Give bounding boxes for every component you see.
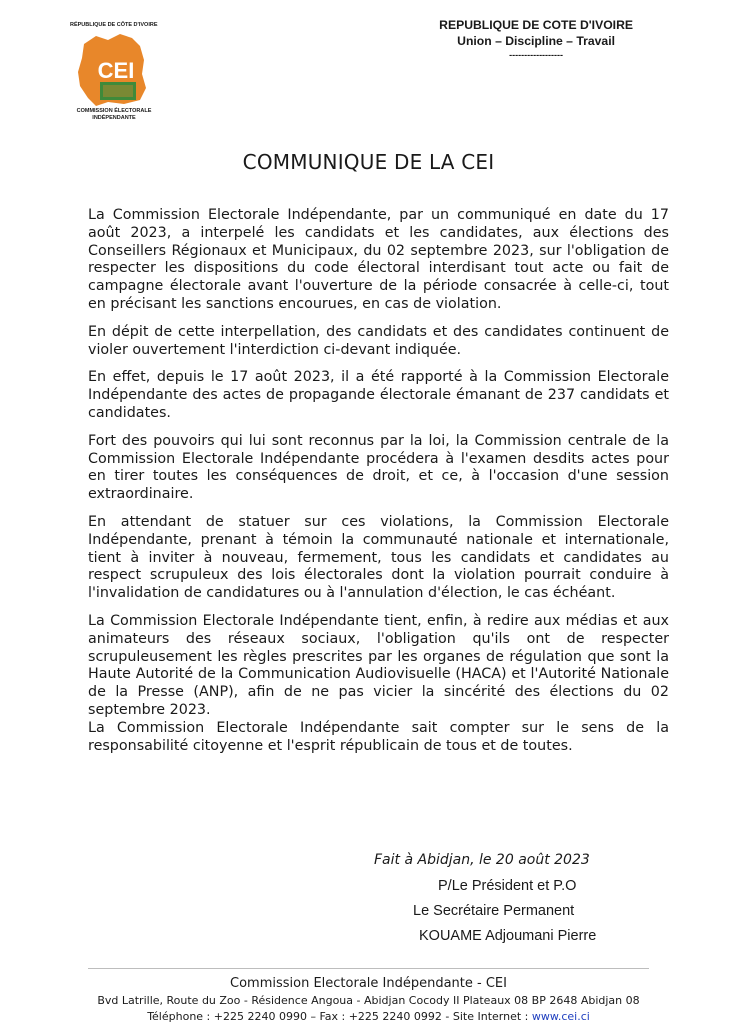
logo-org-line1: COMMISSION ÉLECTORALE <box>76 108 152 114</box>
paragraph: La Commission Electorale Indépendante sait compter sur le sens de la responsabilité citoyenne et l'esprit républicain de tous et de toutes. <box>88 719 669 754</box>
signature-for-president: P/Le Président et P.O <box>438 878 577 894</box>
country-name: REPUBLIQUE DE COTE D'IVOIRE <box>439 18 633 32</box>
communique-body <box>88 207 669 765</box>
page-title: COMMUNIQUE DE LA CEI <box>242 150 495 174</box>
national-motto: Union – Discipline – Travail <box>457 34 615 48</box>
logo-org-name <box>66 108 162 122</box>
signature-date: Fait à Abidjan, le 20 août 2023 <box>374 852 590 868</box>
footer-org: Commission Electorale Indépendante - CEI <box>230 976 507 991</box>
header-separator: ------------------ <box>509 50 564 60</box>
website-link[interactable]: www.cei.ci <box>531 1010 590 1023</box>
footer-contact <box>0 1010 737 1023</box>
footer-divider <box>88 968 649 969</box>
republic-header <box>439 17 633 61</box>
paragraph: La Commission Electorale Indépendante, par un communiqué en date du 17 août 2023, a interpelé les candidats et les candidates, aux élections des Conseillers Régionaux et Municipaux, du 02 septembre 2023, sur l'obligation de respecter les dispositions du code électoral interdisant tout acte ou fait de campagne électorale avant l'ouverture de la période consacrée à celle-ci, tout en précisant les sanctions encourues, en cas de violation. <box>88 207 669 312</box>
cei-logo <box>66 20 162 124</box>
footer-contact-text: Téléphone : +225 2240 0990 – Fax : +225 2240 0992 - Site Internet : <box>147 1010 532 1023</box>
paragraph: En dépit de cette interpellation, des candidats et des candidates continuent de violer ouvertement l'interdiction ci-devant indiquée. <box>88 323 669 358</box>
signatory-name: KOUAME Adjoumani Pierre <box>419 928 597 944</box>
footer-address: Bvd Latrille, Route du Zoo - Résidence Angoua - Abidjan Cocody II Plateaux 08 BP 2648 Abidjan 08 <box>97 994 640 1007</box>
paragraph: En effet, depuis le 17 août 2023, il a été rapporté à la Commission Electorale Indépendante des actes de propagande électorale émanant de 237 candidats et candidates. <box>88 369 669 421</box>
paragraph: En attendant de statuer sur ces violations, la Commission Electorale Indépendante, prenant à témoin la communauté nationale et internationale, tient à inviter à nouveau, fermement, tous les candidats et candidates au respect scrupuleux des lois électorales dont la violation pourrait conduire à l'invalidation de candidatures ou à l'annulation d'élection, le cas échéant. <box>88 513 669 602</box>
paragraph: La Commission Electorale Indépendante tient, enfin, à redire aux médias et aux animateurs des réseaux sociaux, l'obligation qu'ils ont de respecter scrupuleusement les règles prescrites par les organes de régulation que sont la Haute Autorité de la Communication Audiovisuelle (HACA) et l'Autorité Nationale de la Presse (ANP), afin de ne pas vicier la sincérité des élections du 02 septembre 2023. <box>88 612 669 718</box>
logo-abbr: CEI <box>97 58 135 83</box>
signature-title: Le Secrétaire Permanent <box>413 903 575 919</box>
paragraph: Fort des pouvoirs qui lui sont reconnus par la loi, la Commission centrale de la Commission Electorale Indépendante procédera à l'examen desdits actes pour en tirer toutes les conséquences de droit, et ce, à l'occasion d'une session extraordinaire. <box>88 432 669 503</box>
logo-org-line2: INDÉPENDANTE <box>92 115 136 121</box>
logo-country-text: RÉPUBLIQUE DE CÔTE D'IVOIRE <box>70 22 158 28</box>
